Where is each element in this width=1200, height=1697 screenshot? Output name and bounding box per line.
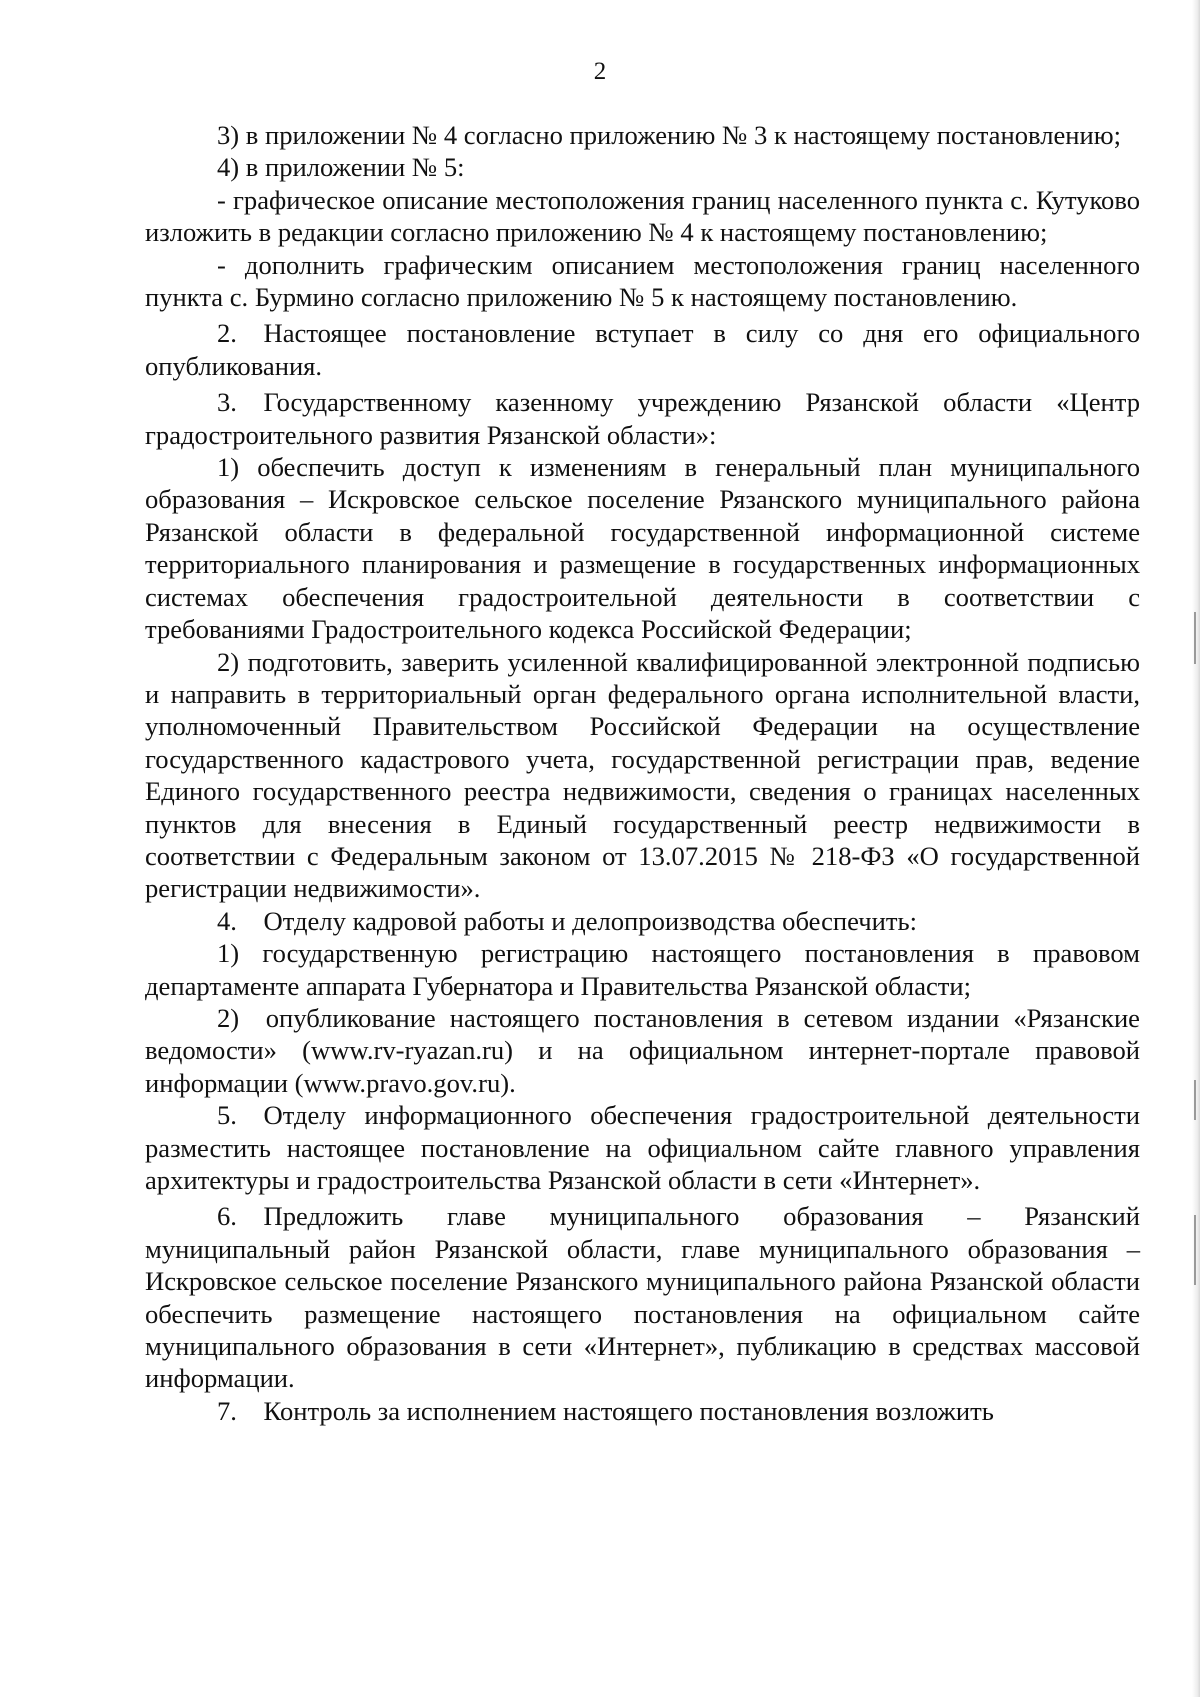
paragraph-3-item-3: 3) в приложении № 4 согласно приложению № 3 к настоящему постановлению; <box>217 120 1121 150</box>
paragraph-section-7: 7. Контроль за исполнением настоящего постановления возложить <box>217 1395 994 1426</box>
scan-artifact-mark <box>1194 612 1196 664</box>
scan-artifact-mark <box>1194 1215 1196 1285</box>
paragraph-section-3-item-1: 1) обеспечить доступ к изменениям в генеральный план муниципального образования – Искровское сельское поселение Рязанского муниципального района Рязанской области в федеральной государственной информационной системе территориального планирования и размещение в государственных информационных системах обеспечения градостроительной деятельности в соответствии с требованиями Градостроительного кодекса Российской Федерации; <box>145 452 1140 645</box>
paragraph-item-4-dash-1: - графическое описание местоположения границ населенного пункта с. Кутуково изложить в редакции согласно приложению № 4 к настоящему постановлению; <box>145 184 1140 248</box>
paragraph-section-5: 5. Отделу информационного обеспечения градостроительной деятельности разместить настоящее постановление на официальном сайте главного управления архитектуры и градостроительства Рязанской области в сети «Интернет». <box>145 1100 1140 1195</box>
paragraph-section-4: 4. Отделу кадровой работы и делопроизводства обеспечить: <box>217 905 918 936</box>
paragraph-item-4-dash-2: - дополнить графическим описанием местоположения границ населенного пункта с. Бурмино согласно приложению № 5 к настоящему постановлению. <box>145 249 1140 313</box>
scan-edge-shadow <box>1192 0 1200 1697</box>
paragraph-section-3-item-2: 2) подготовить, заверить усиленной квалифицированной электронной подписью и направить в территориальный орган федерального органа исполнительной власти, уполномоченный Правительством Российской Федерации на осуществление государственного кадастрового учета, государственной регистрации прав, ведение Единого государственного реестра недвижимости, сведения о границах населенных пунктов для внесения в Единый государственный реестр недвижимости в соответствии с Федеральным законом от 13.07.2015 № 218-ФЗ «О государственной регистрации недвижимости». <box>145 646 1140 904</box>
paragraph-section-2: 2. Настоящее постановление вступает в силу со дня его официального опубликования. <box>145 318 1140 381</box>
paragraph-section-3: 3. Государственному казенному учреждению Рязанской области «Центр градостроительного развития Рязанской области»: <box>145 387 1140 450</box>
paragraph-3-item-4: 4) в приложении № 5: <box>217 152 465 183</box>
page-number: 2 <box>593 58 607 85</box>
paragraph-section-6: 6. Предложить главе муниципального образования – Рязанский муниципальный район Рязанской области, главе муниципального образования – Искровское сельское поселение Рязанского муниципального района Рязанской области обеспечить размещение настоящего постановления на официальном сайте муниципального образования в сети «Интернет», публикацию в средствах массовой информации. <box>145 1201 1140 1394</box>
paragraph-section-4-item-1: 1) государственную регистрацию настоящего постановления в правовом департаменте аппарата Губернатора и Правительства Рязанской области; <box>145 938 1140 1001</box>
paragraph-section-4-item-2: 2) опубликование настоящего постановления в сетевом издании «Рязанские ведомости» (www.rv-ryazan.ru) и на официальном интернет-портале правовой информации (www.pravo.gov.ru). <box>145 1002 1140 1098</box>
scan-artifact-mark <box>1194 1080 1196 1120</box>
document-body <box>145 119 1140 1427</box>
